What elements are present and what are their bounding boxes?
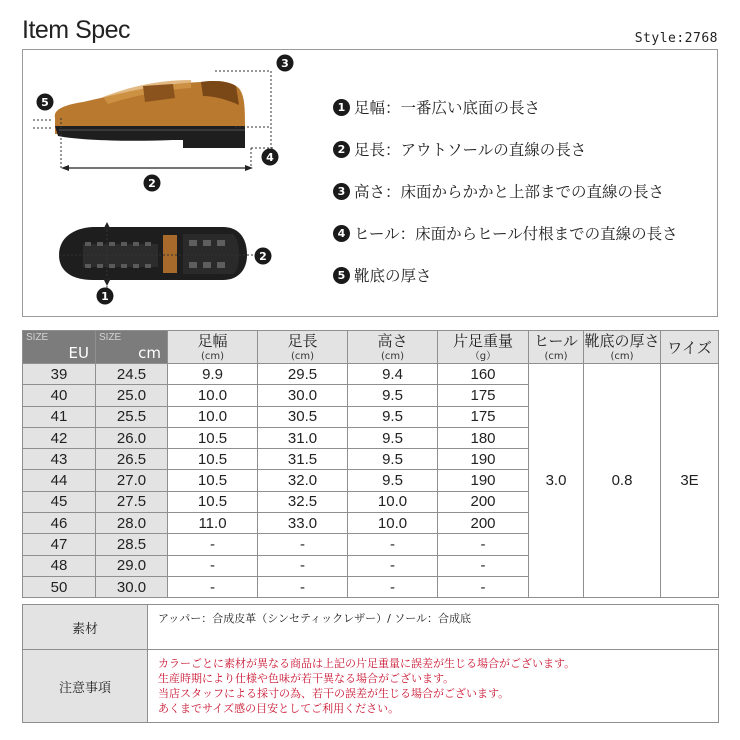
notes-row (23, 650, 719, 723)
page-title: Item Spec (22, 16, 131, 44)
shoe-sole-view (59, 227, 247, 280)
number-1-icon: 1 (333, 99, 350, 116)
size-spec-table (22, 330, 719, 598)
foot-length-cell: 31.5 (258, 449, 348, 470)
cm-size-cell: 30.0 (96, 576, 168, 597)
svg-text:4: 4 (266, 151, 274, 164)
cm-size-cell: 26.0 (96, 427, 168, 448)
legend-text: 足幅：一番広い底面の長さ (354, 99, 541, 117)
height-cell: - (348, 534, 438, 555)
foot-width-cell: 10.0 (168, 406, 258, 427)
weight-cell: 190 (438, 449, 529, 470)
legend-item-heel (333, 212, 713, 254)
height-cell: 9.5 (348, 470, 438, 491)
cm-size-cell: 27.5 (96, 491, 168, 512)
height-cell: 10.0 (348, 513, 438, 534)
weight-cell: - (438, 534, 529, 555)
foot-width-cell: 10.5 (168, 449, 258, 470)
foot-width-cell: - (168, 534, 258, 555)
foot-width-cell: 11.0 (168, 513, 258, 534)
notes-value (148, 650, 719, 723)
weight-cell: 180 (438, 427, 529, 448)
legend-item-sole (333, 254, 713, 296)
foot-length-cell: 33.0 (258, 513, 348, 534)
material-value: アッパー：合成皮革（シンセティックレザー）/ ソール：合成底 (148, 605, 719, 650)
measurement-legend (333, 86, 713, 296)
foot-width-cell: 10.5 (168, 491, 258, 512)
header-size-cm: SIZE cm (96, 331, 168, 364)
height-cell: 9.5 (348, 385, 438, 406)
note-line: 生産時期により仕様や色味が若干異なる場合がございます。 (158, 672, 455, 685)
cm-size-cell: 29.0 (96, 555, 168, 576)
table-header-row (23, 331, 719, 364)
foot-length-cell: 30.0 (258, 385, 348, 406)
heel-cell: 3.0 (529, 364, 584, 598)
eu-size-cell: 45 (23, 491, 96, 512)
weight-cell: 200 (438, 491, 529, 512)
marker-2-length (144, 175, 161, 192)
number-2-icon: 2 (333, 141, 350, 158)
weight-cell: 160 (438, 364, 529, 385)
material-row (23, 605, 719, 650)
notes-label: 注意事項 (23, 650, 148, 723)
number-3-icon: 3 (333, 183, 350, 200)
foot-length-cell: 30.5 (258, 406, 348, 427)
height-cell: - (348, 576, 438, 597)
height-cell: 9.5 (348, 427, 438, 448)
foot-width-cell: 10.5 (168, 427, 258, 448)
height-cell: - (348, 555, 438, 576)
info-table (22, 604, 719, 723)
svg-text:2: 2 (148, 177, 156, 190)
weight-cell: - (438, 555, 529, 576)
eu-size-cell: 48 (23, 555, 96, 576)
foot-length-cell: - (258, 534, 348, 555)
eu-size-cell: 47 (23, 534, 96, 555)
cm-size-cell: 26.5 (96, 449, 168, 470)
marker-3 (277, 55, 294, 72)
legend-item-width (333, 86, 713, 128)
header-size-eu: SIZE EU (23, 331, 96, 364)
foot-length-cell: - (258, 576, 348, 597)
number-4-icon: 4 (333, 225, 350, 242)
weight-cell: 200 (438, 513, 529, 534)
weight-cell: - (438, 576, 529, 597)
eu-size-cell: 40 (23, 385, 96, 406)
header-sole-thickness: 靴底の厚さ (cm) (584, 332, 660, 362)
weight-cell: 175 (438, 406, 529, 427)
cm-size-cell: 24.5 (96, 364, 168, 385)
header-weight: 片足重量 （g） (438, 331, 529, 364)
legend-text: ヒール：床面からヒール付根までの直線の長さ (354, 225, 678, 243)
note-line: あくまでサイズ感の目安としてご利用ください。 (158, 702, 400, 715)
marker-2-sole (255, 248, 272, 265)
number-5-icon: 5 (333, 267, 350, 284)
note-line: カラーごとに素材が異なる商品は上記の片足重量に誤差が生じる場合がございます。 (158, 657, 576, 670)
height-cell: 9.4 (348, 364, 438, 385)
foot-length-cell: 32.5 (258, 491, 348, 512)
legend-text: 高さ：床面からかかと上部までの直線の長さ (354, 183, 665, 201)
eu-size-cell: 43 (23, 449, 96, 470)
legend-item-height (333, 170, 713, 212)
table-body (23, 364, 719, 598)
legend-text: 靴底の厚さ (354, 267, 432, 285)
cm-size-cell: 25.5 (96, 406, 168, 427)
width-grade-cell: 3E (661, 364, 719, 598)
legend-item-length (333, 128, 713, 170)
measurement-diagram (22, 49, 718, 317)
header-foot-length: 足長 (cm) (258, 331, 348, 364)
header-foot-width: 足幅 (cm) (168, 331, 258, 364)
marker-1 (97, 288, 114, 305)
foot-width-cell: 10.5 (168, 470, 258, 491)
foot-length-cell: - (258, 555, 348, 576)
weight-cell: 175 (438, 385, 529, 406)
eu-size-cell: 44 (23, 470, 96, 491)
sole-thickness-cell: 0.8 (584, 364, 661, 598)
cm-size-cell: 28.5 (96, 534, 168, 555)
shoe-side-view (55, 80, 245, 148)
foot-length-cell: 32.0 (258, 470, 348, 491)
svg-text:1: 1 (101, 290, 109, 303)
svg-text:3: 3 (281, 57, 289, 70)
weight-cell: 190 (438, 470, 529, 491)
style-number: Style:2768 (634, 31, 718, 46)
eu-size-cell: 42 (23, 427, 96, 448)
header-width-grade: ワイズ (661, 331, 719, 364)
header-heel: ヒール (cm) (529, 331, 584, 364)
eu-size-cell: 41 (23, 406, 96, 427)
height-cell: 9.5 (348, 406, 438, 427)
foot-width-cell: 10.0 (168, 385, 258, 406)
marker-4 (262, 149, 279, 166)
height-cell: 10.0 (348, 491, 438, 512)
cm-size-cell: 28.0 (96, 513, 168, 534)
foot-width-cell: - (168, 555, 258, 576)
foot-width-cell: 9.9 (168, 364, 258, 385)
eu-size-cell: 39 (23, 364, 96, 385)
svg-text:2: 2 (259, 250, 267, 263)
marker-5 (37, 94, 54, 111)
eu-size-cell: 46 (23, 513, 96, 534)
height-cell: 9.5 (348, 449, 438, 470)
foot-length-cell: 29.5 (258, 364, 348, 385)
svg-text:5: 5 (41, 96, 49, 109)
foot-width-cell: - (168, 576, 258, 597)
material-label: 素材 (23, 605, 148, 650)
cm-size-cell: 27.0 (96, 470, 168, 491)
table-row (23, 364, 719, 385)
note-line: 当店スタッフによる採寸の為、若干の誤差が生じる場合がございます。 (158, 687, 510, 700)
header-height: 高さ (cm) (348, 331, 438, 364)
eu-size-cell: 50 (23, 576, 96, 597)
legend-text: 足長：アウトソールの直線の長さ (354, 141, 587, 159)
cm-size-cell: 25.0 (96, 385, 168, 406)
foot-length-cell: 31.0 (258, 427, 348, 448)
